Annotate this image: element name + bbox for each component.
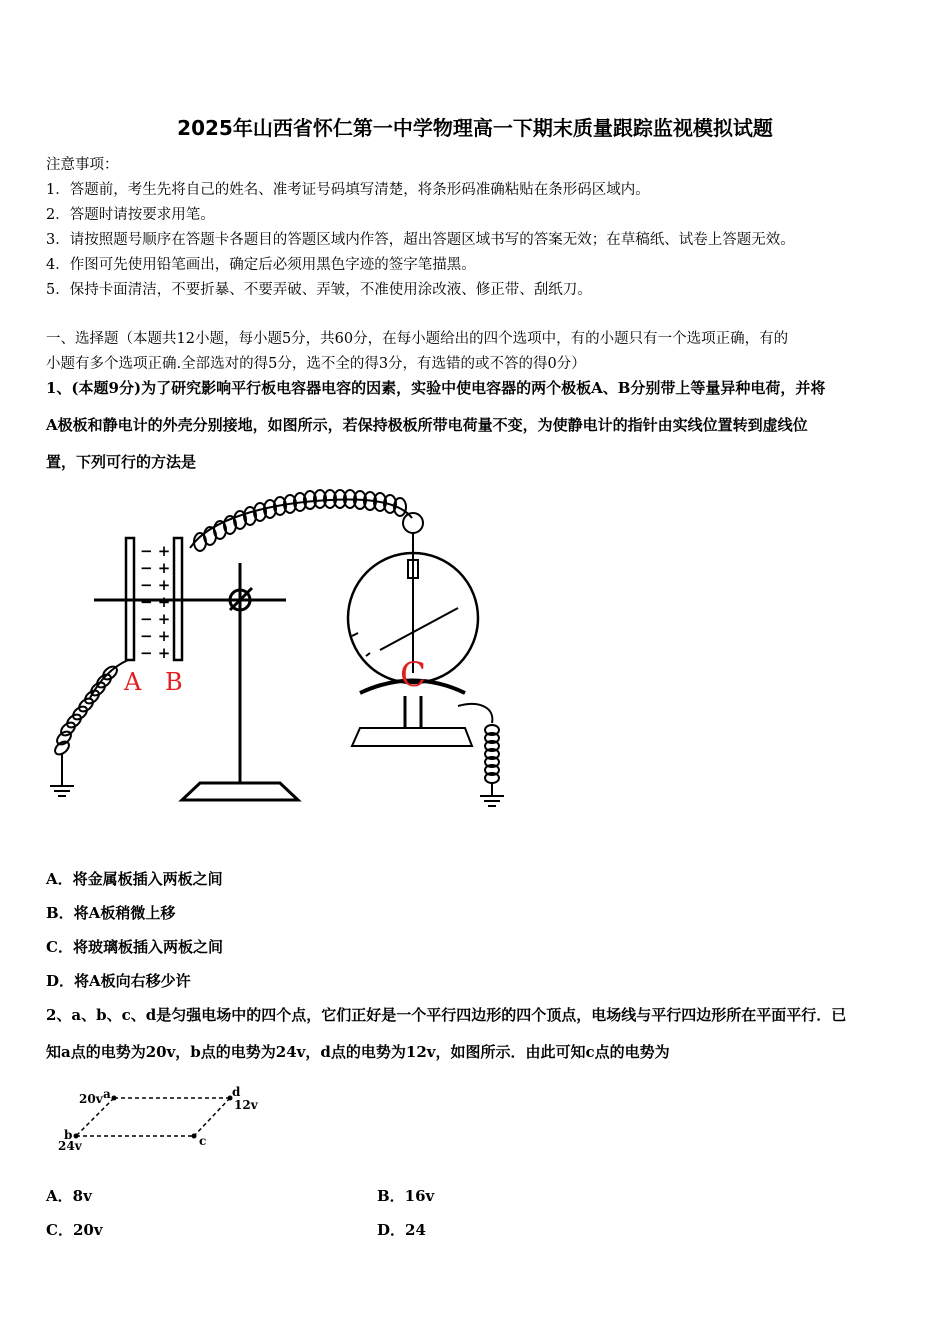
svg-text:− +: − + [140, 644, 171, 662]
capacitor-electroscope-figure [40, 478, 520, 818]
q1-text-line-2: A极板和静电计的外壳分别接地，如图所示，若保持极板所带电荷量不变，为使静电计的指针由实线位置转到虚线位 [46, 416, 808, 434]
electroscope-c-label: C [400, 655, 427, 695]
parallelogram-figure [54, 1082, 274, 1154]
svg-text:− +: − + [140, 593, 171, 611]
svg-text:− +: − + [140, 559, 171, 577]
page-title: 2025年山西省怀仁第一中学物理高一下期末质量跟踪监视模拟试题 [177, 116, 773, 140]
q2-option-b: B．16v [377, 1187, 435, 1205]
point-b-label: b [64, 1128, 73, 1142]
point-b-potential: 24v [58, 1139, 82, 1153]
section-heading-line-1: 一、选择题（本题共12小题，每小题5分，共60分，在每小题给出的四个选项中，有的小题只有一个选项正确，有的 [46, 331, 789, 347]
section-heading-line-2: 小题有多个选项正确.全部选对的得5分，选不全的得3分，有选错的或不答的得0分） [46, 356, 586, 372]
notes-item-2: 2．答题时请按要求用笔。 [46, 207, 215, 223]
q2-option-d: D．24 [377, 1221, 426, 1239]
plate-a-label: A [124, 668, 142, 696]
point-d-label: d [232, 1085, 241, 1099]
notes-item-4: 4．作图可先使用铅笔画出，确定后必须用黑色字迹的签字笔描黑。 [46, 257, 476, 273]
notes-item-1: 1．答题前，考生先将自己的姓名、准考证号码填写清楚，将条形码准确粘贴在条形码区域内。 [46, 182, 650, 198]
q1-option-a: A．将金属板插入两板之间 [46, 870, 223, 888]
q1-text-line-1: 1、(本题9分)为了研究影响平行板电容器电容的因素，实验中使电容器的两个极板A、B分别带上等量异种电荷，并将 [46, 379, 826, 397]
q1-text-line-3: 置，下列可行的方法是 [46, 453, 197, 471]
svg-text:− +: − + [140, 542, 171, 560]
q2-text-line-1: 2、a、b、c、d是匀强电场中的四个点，它们正好是一个平行四边形的四个顶点，电场线与平行四边形所在平面平行．已 [46, 1006, 847, 1024]
q2-option-c: C．20v [46, 1221, 103, 1239]
point-c-label: c [199, 1134, 207, 1148]
point-a-label: a [103, 1087, 111, 1101]
notes-item-5: 5．保持卡面清洁，不要折暴、不要弄破、弄皱，不准使用涂改液、修正带、刮纸刀。 [46, 282, 592, 298]
svg-text:− +: − + [140, 627, 171, 645]
q1-option-b: B．将A板稍微上移 [46, 904, 176, 922]
notes-item-3: 3．请按照题号顺序在答题卡各题目的答题区域内作答，超出答题区域书写的答案无效；在草稿纸、试卷上答题无效。 [46, 232, 795, 248]
q1-option-d: D．将A板向右移少许 [46, 972, 191, 990]
q2-option-a: A．8v [46, 1187, 92, 1205]
point-d-potential: 12v [234, 1098, 258, 1112]
point-a-potential: 20v [79, 1092, 103, 1106]
q1-option-c: C．将玻璃板插入两板之间 [46, 938, 223, 956]
plate-b-label: B [165, 668, 183, 696]
svg-text:− +: − + [140, 576, 171, 594]
notes-heading: 注意事项： [46, 157, 119, 173]
svg-text:− +: − + [140, 610, 171, 628]
q2-text-line-2: 知a点的电势为20v，b点的电势为24v，d点的电势为12v，如图所示．由此可知c点的电势为 [46, 1043, 670, 1061]
